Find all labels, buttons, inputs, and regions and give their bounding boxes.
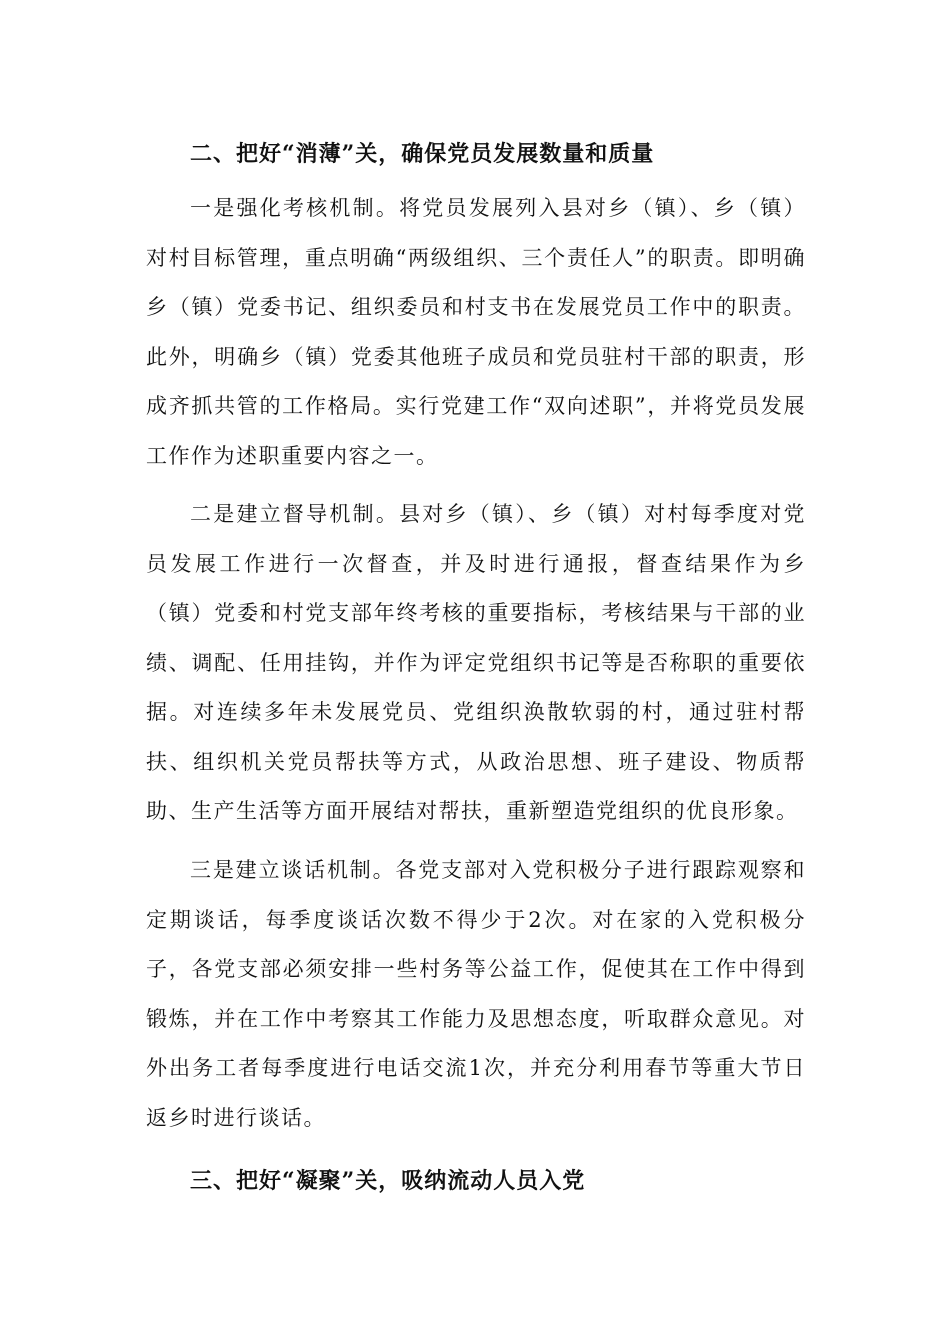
section-heading-3: 三、把好“凝聚”关，吸纳流动人员入党 xyxy=(190,1168,586,1194)
paragraph-assessment-mechanism: 一是强化考核机制。将党员发展列入县对乡（镇）、乡（镇）对村目标管理，重点明确“两级组织、三个责任人”的职责。即明确乡（镇）党委书记、组织委员和村支书在发展党员工作中的职责。此外，明确乡（镇）党委其他班子成员和党员驻村干部的职责，形成齐抓共管的工作格局。实行党建工作“双向述职”，并将党员发展工作作为述职重要内容之一。 xyxy=(146,196,806,468)
section-heading-2: 二、把好“消薄”关，确保党员发展数量和质量 xyxy=(190,141,655,167)
paragraph-talk-mechanism: 三是建立谈话机制。各党支部对入党积极分子进行跟踪观察和定期谈话，每季度谈话次数不得少于2次。对在家的入党积极分子，各党支部必须安排一些村务等公益工作，促使其在工作中得到锻炼，并在工作中考察其工作能力及思想态度，听取群众意见。对外出务工者每季度进行电话交流1次，并充分利用春节等重大节日返乡时进行谈话。 xyxy=(146,858,806,1130)
paragraph-supervision-mechanism: 二是建立督导机制。县对乡（镇）、乡（镇）对村每季度对党员发展工作进行一次督查，并及时进行通报，督查结果作为乡（镇）党委和村党支部年终考核的重要指标，考核结果与干部的业绩、调配、任用挂钩，并作为评定党组织书记等是否称职的重要依据。对连续多年未发展党员、党组织涣散软弱的村，通过驻村帮扶、组织机关党员帮扶等方式，从政治思想、班子建设、物质帮助、生产生活等方面开展结对帮扶，重新塑造党组织的优良形象。 xyxy=(146,502,806,823)
